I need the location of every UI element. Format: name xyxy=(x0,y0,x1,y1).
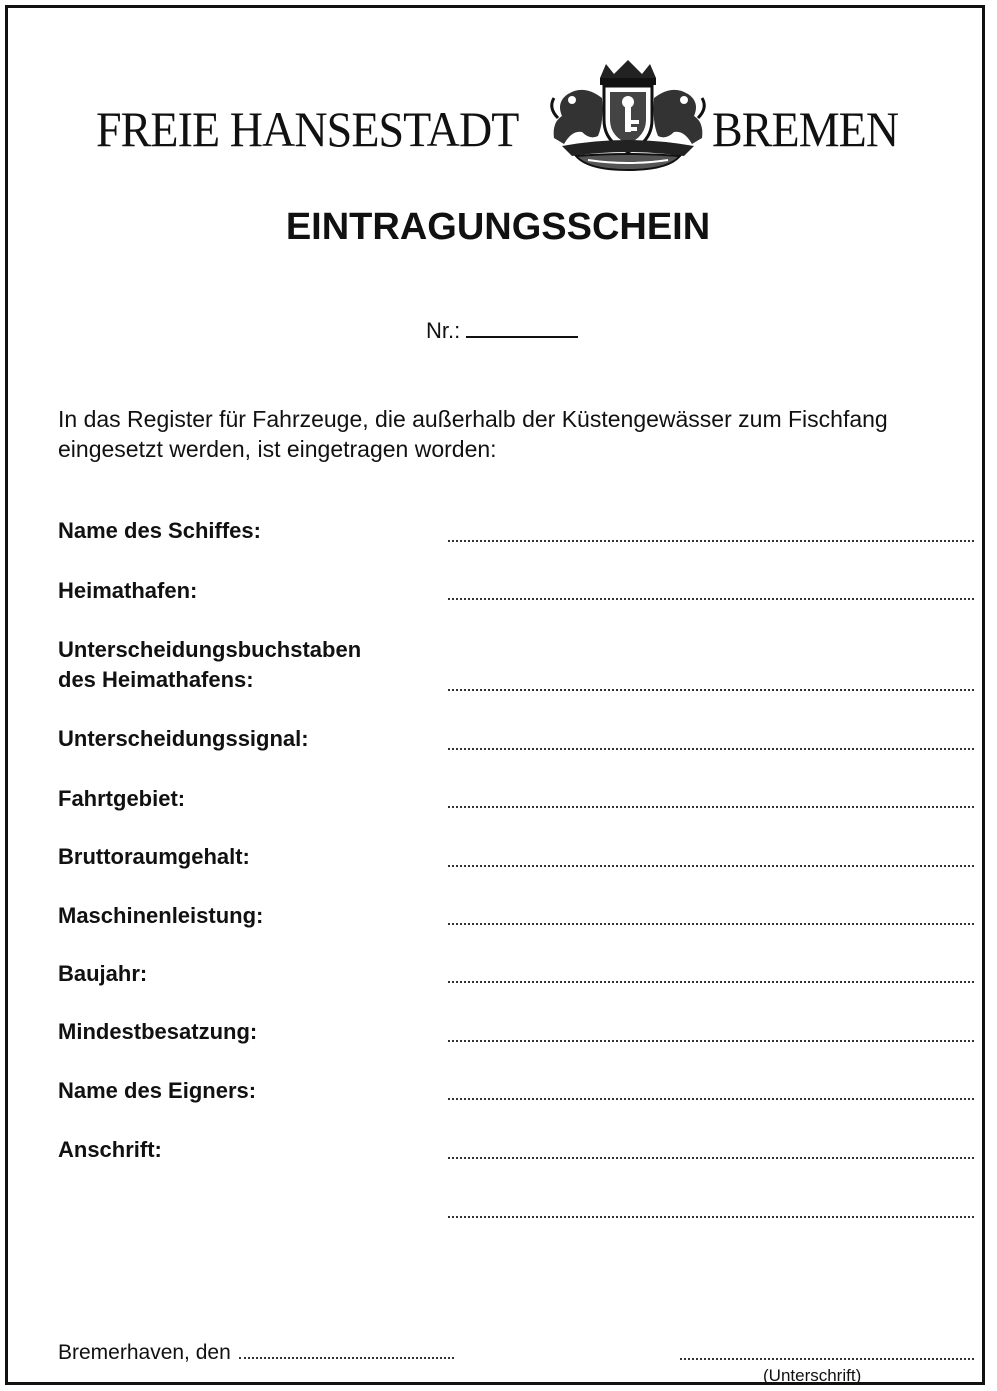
document-frame xyxy=(5,5,985,1385)
header xyxy=(8,58,988,178)
bremen-coat-of-arms-icon xyxy=(538,58,718,173)
field-line-engine-power[interactable] xyxy=(448,921,974,925)
place-date-row xyxy=(58,1341,454,1365)
field-label-address: Anschrift: xyxy=(58,1137,162,1162)
field-label-area: Fahrtgebiet: xyxy=(58,786,186,811)
header-state-name: BREMEN xyxy=(712,101,899,157)
field-label-port-letters-line2: des Heimathafens: xyxy=(58,667,254,692)
field-label-signal: Unterscheidungssignal: xyxy=(58,726,309,751)
field-line-owner-name[interactable] xyxy=(448,1096,974,1100)
number-label: Nr.: xyxy=(426,318,461,343)
number-row xyxy=(426,318,578,344)
intro-text xyxy=(58,404,978,464)
field-line-port-letters[interactable] xyxy=(448,687,974,691)
place-date-label: Bremerhaven, den xyxy=(58,1341,231,1364)
field-line-home-port[interactable] xyxy=(448,596,974,600)
field-line-address-2[interactable] xyxy=(448,1214,974,1218)
field-line-ship-name[interactable] xyxy=(448,538,974,542)
field-line-gross-tonnage[interactable] xyxy=(448,863,974,867)
field-label-home-port: Heimathafen: xyxy=(58,578,198,603)
field-line-area[interactable] xyxy=(448,804,974,808)
field-line-signal[interactable] xyxy=(448,746,974,750)
field-label-build-year: Baujahr: xyxy=(58,961,148,986)
date-input-line[interactable] xyxy=(239,1355,454,1359)
signature-line[interactable] xyxy=(680,1356,974,1360)
field-label-engine-power: Maschinenleistung: xyxy=(58,903,264,928)
field-line-address-1[interactable] xyxy=(448,1155,974,1159)
field-label-owner-name: Name des Eigners: xyxy=(58,1078,257,1103)
signature-caption: (Unterschrift) xyxy=(763,1366,862,1385)
field-label-gross-tonnage: Bruttoraumgehalt: xyxy=(58,844,250,869)
header-city-name: FREIE HANSESTADT xyxy=(96,101,519,157)
field-label-port-letters-line1: Unterscheidungsbuchstaben xyxy=(58,637,362,662)
intro-line-2: eingesetzt werden, ist eingetragen worden: xyxy=(58,436,497,462)
field-label-min-crew: Mindestbesatzung: xyxy=(58,1019,258,1044)
field-line-build-year[interactable] xyxy=(448,979,974,983)
field-label-ship-name: Name des Schiffes: xyxy=(58,518,261,543)
document-title: EINTRAGUNGSSCHEIN xyxy=(285,206,711,248)
field-line-min-crew[interactable] xyxy=(448,1038,974,1042)
number-input-line[interactable] xyxy=(466,318,578,338)
intro-line-1: In das Register für Fahrzeuge, die außerhalb der Küstengewässer zum Fischfang xyxy=(58,406,888,432)
